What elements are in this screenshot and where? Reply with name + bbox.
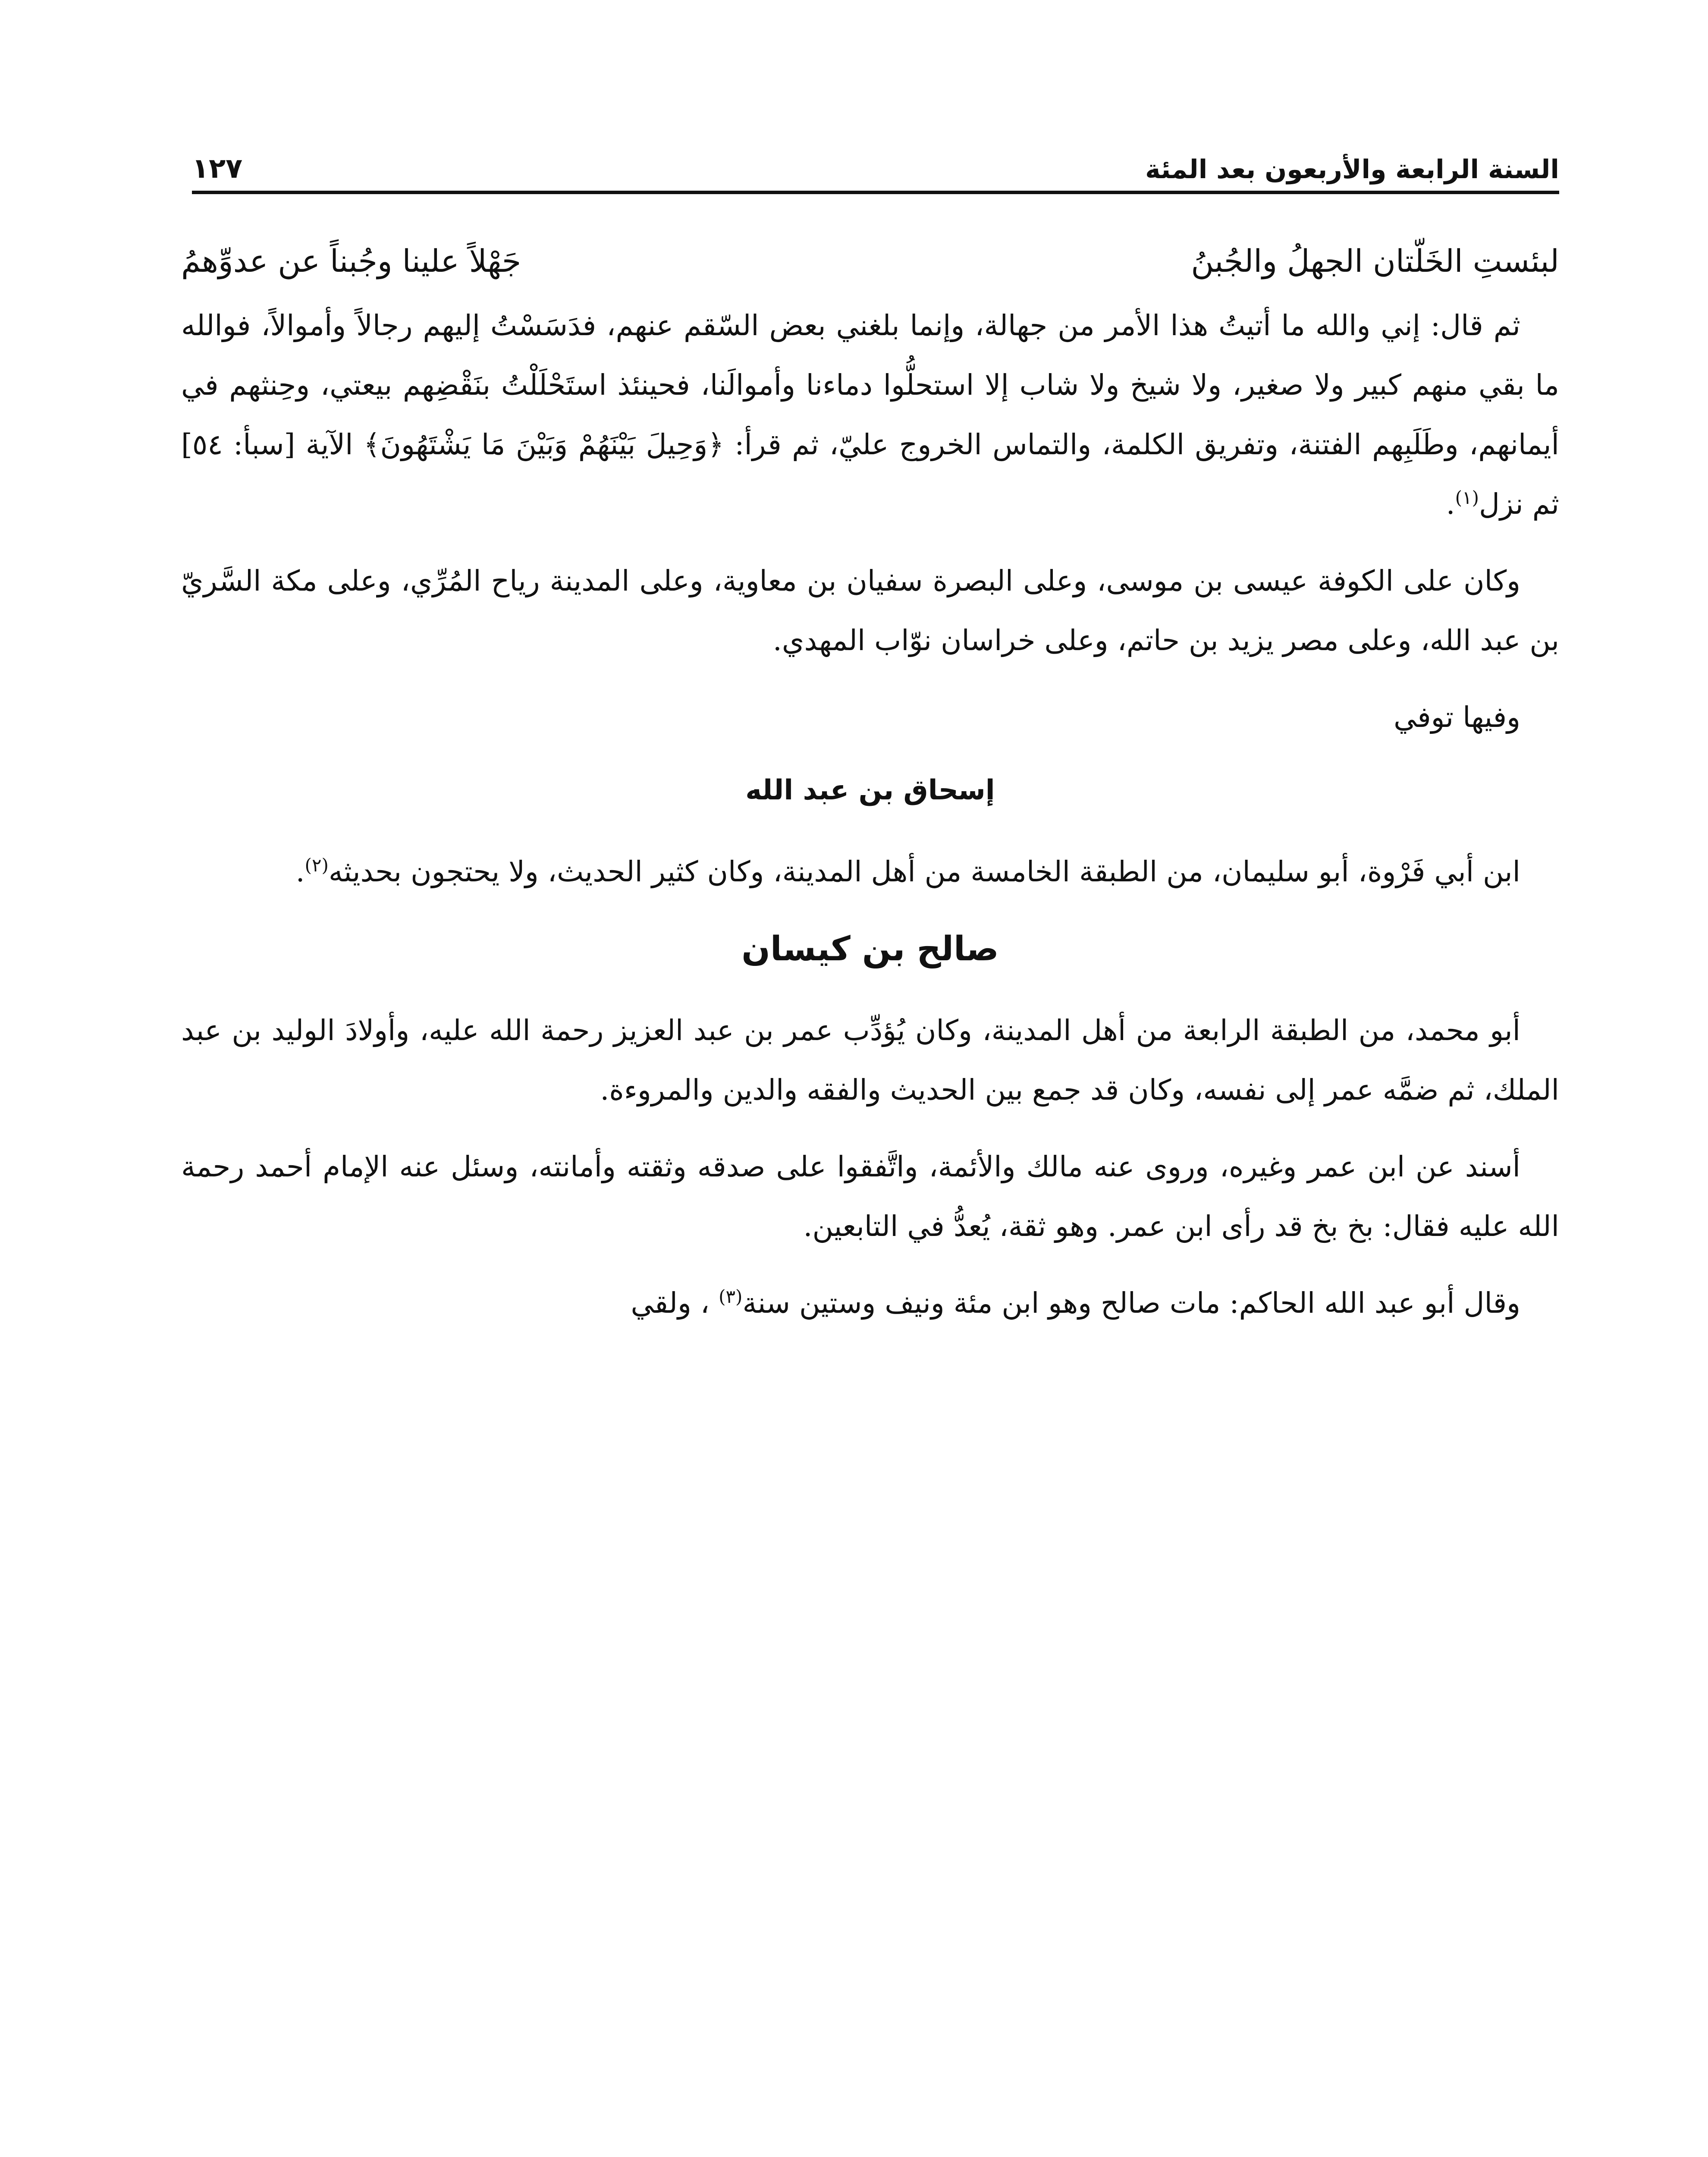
paragraph [181,1273,1559,1333]
paragraph: وكان على الكوفة عيسى بن موسى، وعلى البصرة سفيان بن معاوية، وعلى المدينة رياح المُرِّي، وعلى مكة السَّريّ بن عبد الله، وعلى مصر يزيد بن حاتم، وعلى خراسان نوّاب المهدي. [181,564,1559,657]
paragraph-text: ابن أبي فَرْوة، أبو سليمان، من الطبقة الخامسة من أهل المدينة، وكان كثير الحديث، ولا يحتجون بحديثه [328,855,1520,888]
paragraph-end: . [1446,487,1455,521]
page-header [192,129,1559,194]
section-title: إسحاق بن عبد الله [745,774,995,806]
paragraph [181,842,1559,902]
paragraph: وفيها توفي [1394,701,1520,734]
footnote-marker: (٣) [719,1286,743,1307]
header-rule [192,191,1559,194]
paragraph-end: . [295,855,305,888]
paragraph: أبو محمد، من الطبقة الرابعة من أهل المدينة، وكان يُؤدِّب عمر بن عبد العزيز رحمة الله عليه، وأولادَ الوليد بن عبد الملك، ثم ضمَّه عمر إلى نفسه، وكان قد جمع بين الحديث والفقه والدين والمروءة. [181,1014,1559,1107]
paragraph: أسند عن ابن عمر وغيره، وروى عنه مالك والأئمة، واتَّفقوا على صدقه وثقته وأمانته، وسئل عنه الإمام أحمد رحمة الله عليه فقال: بخ بخ قد رأى ابن عمر. وهو ثقة، يُعدُّ في التابعين. [181,1150,1559,1243]
section-title: صالح بن كيسان [741,930,999,968]
running-head: السنة الرابعة والأربعون بعد المئة [1145,154,1559,185]
poetry-verse [181,233,1559,289]
paragraph-text: وقال أبو عبد الله الحاكم: مات صالح وهو ابن مئة ونيف وستين سنة [742,1286,1520,1320]
page-number: ١٢٧ [192,153,243,185]
footnote-marker: (٢) [305,855,329,876]
verse-hemistich-left: جَهْلاً علينا وجُبناً عن عدوِّهمُ [181,243,521,279]
verse-hemistich-right: لبئستِ الخَلّتان الجهلُ والجُبنُ [1191,243,1559,279]
paragraph-end: ، ولقي [631,1286,710,1320]
paragraph-text: ثم قال: إني والله ما أتيتُ هذا الأمر من جهالة، وإنما بلغني بعض السّقم عنهم، فدَسَسْتُ إليهم رجالاً وأموالاً، فوالله ما بقي منهم كبير ولا صغير، ولا شيخ ولا شاب إلا استحلُّوا دماءنا وأموالَنا، فحينئذ استَحْلَلْتُ بنَقْضِهم بيعتي، وحِنثهم في أيمانهم، وطَلَبِهم الفتنة، وتفريق الكلمة، والتماس الخروج عليّ، ثم قرأ: ﴿وَحِيلَ بَيْنَهُمْ وَبَيْنَ مَا يَشْتَهُونَ﴾ الآية [سبأ: ٥٤] ثم نزل [181,309,1559,521]
paragraph [181,296,1559,534]
footnote-marker: (١) [1455,487,1479,508]
main-text [181,233,1559,1350]
